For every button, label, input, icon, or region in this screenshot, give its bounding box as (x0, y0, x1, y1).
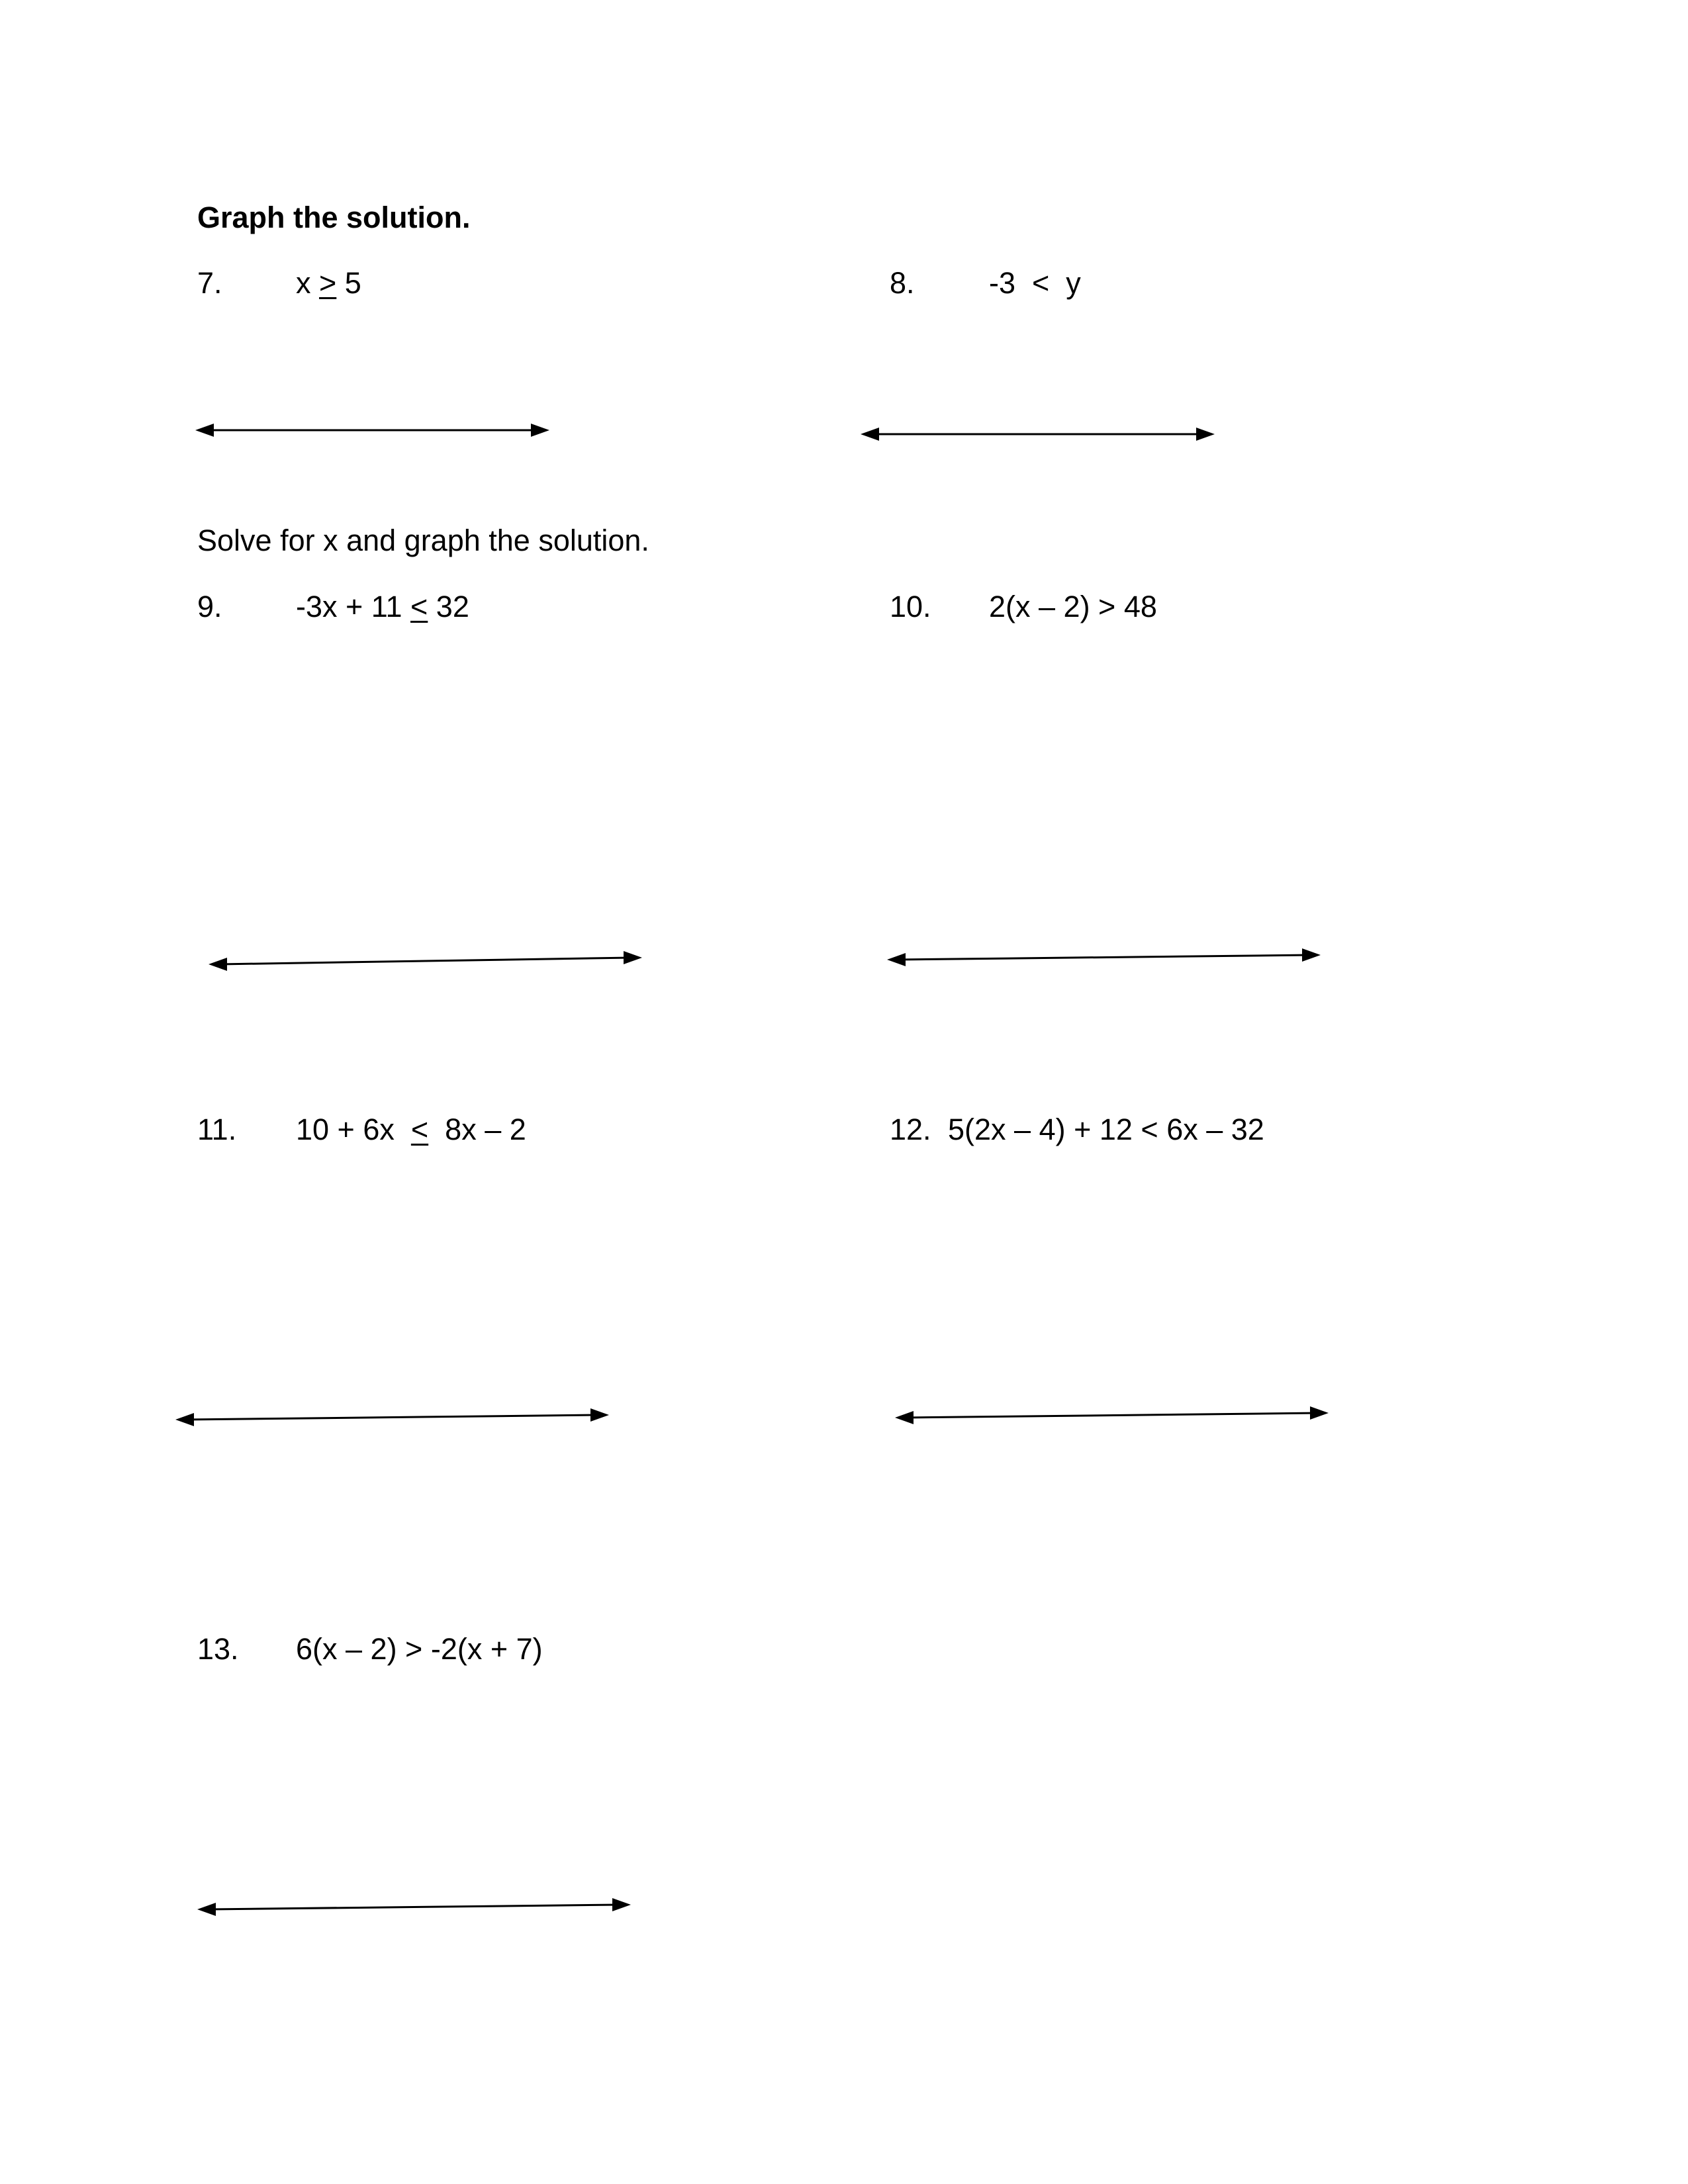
problem-7-number: 7. (197, 266, 222, 300)
problem-7-rhs: 5 (336, 266, 361, 300)
problem-8-inequality: -3 < y (989, 266, 1081, 300)
problem-7-operator: > (319, 266, 337, 300)
number-line-12[interactable] (895, 1400, 1332, 1426)
problem-11-number: 11. (197, 1113, 237, 1146)
problem-10-number: 10. (890, 590, 931, 623)
problem-9-rhs: 32 (428, 590, 469, 623)
problem-8-number: 8. (890, 266, 915, 300)
number-line-13[interactable] (197, 1891, 634, 1918)
problem-9-number: 9. (197, 590, 222, 623)
problem-9-operator: < (410, 590, 428, 623)
problem-11-operator: < (410, 1113, 429, 1146)
number-line-9[interactable] (209, 946, 645, 973)
problem-10-inequality: 2(x – 2) > 48 (989, 590, 1157, 623)
problem-9-lhs: -3x + 11 (296, 590, 411, 623)
problem-11-inequality (296, 1112, 526, 1148)
problem-13-number: 13. (197, 1632, 239, 1666)
number-line-7[interactable] (195, 417, 553, 443)
problem-7-lhs: x (296, 266, 320, 300)
section-heading-graph: Graph the solution. (197, 201, 471, 234)
problem-7-inequality (296, 265, 361, 301)
number-line-10[interactable] (887, 942, 1324, 968)
problem-9-inequality (296, 589, 469, 625)
problem-11-rhs: 8x – 2 (428, 1113, 526, 1146)
section-heading-solve: Solve for x and graph the solution. (197, 523, 649, 557)
number-line-8[interactable] (861, 421, 1218, 447)
problem-13-inequality: 6(x – 2) > -2(x + 7) (296, 1632, 543, 1666)
number-line-11[interactable] (175, 1402, 612, 1428)
problem-12-inequality: 5(2x – 4) + 12 < 6x – 32 (948, 1113, 1264, 1146)
problem-11-lhs: 10 + 6x (296, 1113, 411, 1146)
problem-12-number: 12. (890, 1113, 931, 1146)
